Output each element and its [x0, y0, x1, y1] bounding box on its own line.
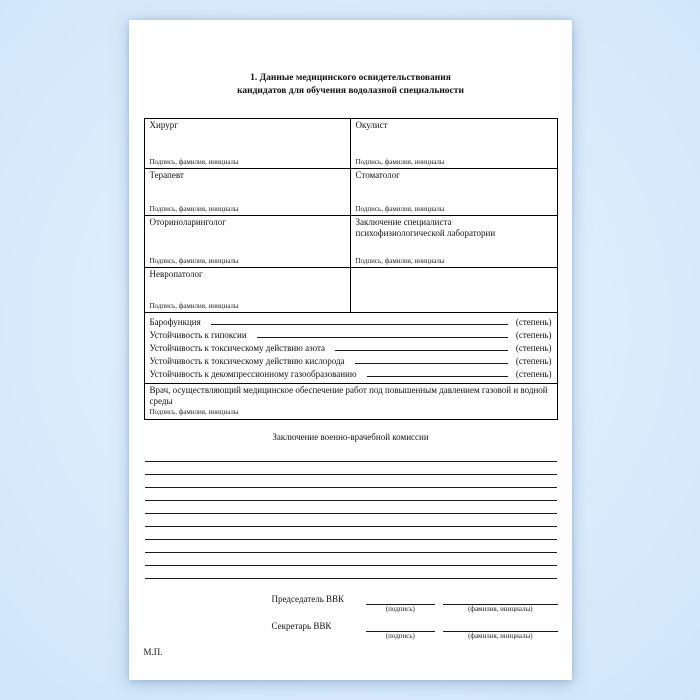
conclusion-lines [144, 449, 558, 579]
cell-dentist [351, 169, 557, 215]
conclusion-title: Заключение военно-врачебной комиссии [272, 432, 429, 442]
signature-hint: Подпись, фамилия, инициалы [149, 205, 239, 213]
name-field [443, 620, 557, 641]
name-field [443, 593, 557, 614]
test-label: Устойчивость к токсическому действию азота [149, 343, 326, 353]
degree-suffix: (степень) [515, 356, 552, 366]
stamp-place-label: М.П. [143, 647, 163, 657]
medical-examination-table [144, 118, 558, 420]
form-title-line2: кандидатов для обучения водолазной специальности [237, 86, 464, 96]
conclusion-line [145, 501, 557, 514]
signature-hint: Подпись, фамилия, инициалы [355, 158, 445, 166]
signature-role: Секретарь ВВК [271, 621, 332, 631]
conclusion-line [145, 514, 557, 527]
form-title-line1: 1. Данные медицинского освидетельствования [250, 73, 451, 83]
conclusion-line [145, 449, 557, 462]
signature-hint: Подпись, фамилия, инициалы [355, 257, 445, 265]
degree-suffix: (степень) [515, 369, 552, 379]
signature-hint: Подпись, фамилия, инициалы [149, 158, 239, 166]
degree-suffix: (степень) [515, 317, 552, 327]
table-row [145, 268, 557, 313]
test-label: Устойчивость к гипоксии [149, 330, 247, 340]
conclusion-line [145, 566, 557, 579]
cell-surgeon [145, 119, 351, 168]
fill-in-line [355, 354, 508, 364]
degree-row [150, 367, 552, 380]
degree-tests-block [145, 313, 557, 384]
secretary-signature-row [272, 620, 558, 641]
degree-suffix: (степень) [515, 330, 552, 340]
signature-hint: Подпись, фамилия, инициалы [149, 302, 239, 310]
conclusion-line [145, 462, 557, 475]
signature-hint: Подпись, фамилия, инициалы [149, 408, 239, 416]
table-row [145, 169, 557, 216]
specialist-label: Хирург [149, 120, 178, 130]
signature-hint: Подпись, фамилия, инициалы [355, 205, 445, 213]
degree-row [150, 315, 552, 328]
specialist-label: Терапевт [149, 170, 184, 180]
document-page [129, 20, 572, 680]
specialist-label: Невропатолог [149, 269, 203, 279]
cell-otolaryngologist [145, 216, 351, 267]
signature-field-hint: (подпись) [385, 632, 415, 640]
signature-line [443, 593, 557, 605]
signature-line [366, 620, 436, 632]
conclusion-line [145, 488, 557, 501]
degree-row [150, 354, 552, 367]
table-row [145, 119, 557, 169]
specialist-label: Оториноларинголог [149, 217, 226, 227]
test-label: Устойчивость к декомпрессионному газообразованию [149, 369, 357, 379]
name-field-hint: (фамилия, инициалы) [468, 632, 533, 640]
signature-hint: Подпись, фамилия, инициалы [149, 257, 239, 265]
cell-psychophysiology-lab [351, 216, 557, 267]
signature-line [366, 593, 436, 605]
conclusion-line [145, 527, 557, 540]
fill-in-line [367, 367, 508, 377]
fill-in-line [257, 328, 508, 338]
conclusion-line [145, 540, 557, 553]
cell-therapist [145, 169, 351, 215]
degree-suffix: (степень) [515, 343, 552, 353]
specialist-label: Окулист [355, 120, 388, 130]
fill-in-line [335, 341, 508, 351]
cell-empty [351, 268, 557, 312]
supervising-doctor-block [145, 384, 557, 419]
table-row [145, 216, 557, 268]
cell-oculist [351, 119, 557, 168]
test-label: Барофункция [149, 317, 201, 327]
signature-line [443, 620, 557, 632]
conclusion-line [145, 475, 557, 488]
degree-row [150, 328, 552, 341]
specialist-label: Стоматолог [355, 170, 400, 180]
fill-in-line [211, 315, 508, 325]
signature-field [366, 620, 436, 641]
test-label: Устойчивость к токсическому действию кислорода [149, 356, 345, 366]
name-field-hint: (фамилия, инициалы) [468, 605, 533, 613]
signature-field [366, 593, 436, 614]
conclusion-line [145, 553, 557, 566]
degree-row [150, 341, 552, 354]
signature-role: Председатель ВВК [271, 594, 345, 604]
signature-field-hint: (подпись) [385, 605, 415, 613]
doctor-note: Врач, осуществляющий медицинское обеспечение работ под повышенным давлением газовой и водной среды [149, 385, 548, 406]
specialist-label: Заключение специалиста психофизиологической лаборатории [355, 217, 496, 238]
cell-neuropathologist [145, 268, 351, 312]
form-title [144, 72, 558, 98]
chairman-signature-row [272, 593, 558, 614]
